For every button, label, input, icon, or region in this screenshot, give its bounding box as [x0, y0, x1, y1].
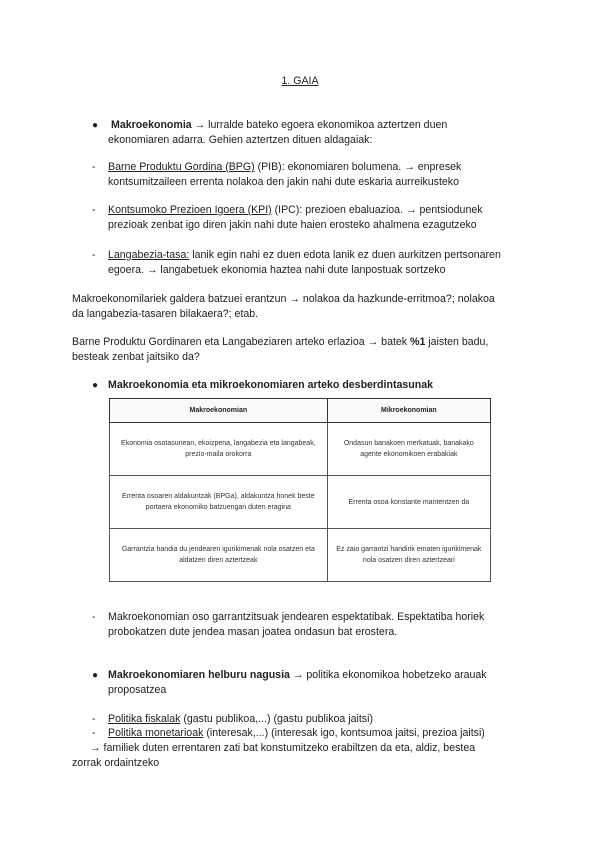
intro-line-2: ekonomiaren adarra. Gehien aztertzen dituen aldagaiak:: [108, 134, 373, 146]
dash-marker: -: [92, 161, 96, 173]
table-cell: Garrantzia handia du jendearen igurikimenak nola osatzen eta aldatzen diren aztertzeak: [110, 529, 328, 582]
differences-heading: Makroekonomia eta mikroekonomiaren arteko desberdintasunak: [108, 379, 433, 391]
table-row: [110, 423, 491, 476]
bullet-dot-icon: ●: [92, 670, 99, 681]
variable-2-term: Kontsumoko Prezioen Igoera (KPI): [108, 204, 272, 216]
intro-term: Makroekonomia: [111, 119, 192, 131]
paragraph-2-text-b: jaisten badu,: [425, 336, 489, 348]
paragraph-2-text-a: Barne Produktu Gordinaren eta Langabeziaren arteko erlazioa → batek: [72, 336, 411, 348]
dash-marker: -: [92, 727, 96, 739]
table-cell: Errenta osoa konstante mantentzen da: [327, 476, 490, 529]
intro-line-1: [111, 118, 447, 133]
goal-line-1-rest: → politika ekonomikoa hobetzeko arauak: [289, 669, 487, 681]
policy-2-term: Politika monetarioak: [108, 727, 204, 739]
paragraph-2-bold: %1: [410, 336, 426, 348]
dash-marker: -: [92, 204, 96, 216]
variable-3-line-1-rest: lanik egin nahi ez duen edota lanik ez duen aurkitzen pertsonaren: [189, 249, 501, 261]
table-cell: Ondasun banakoen merkatuak, banakako agente ekonomikoen erabakiak: [327, 423, 490, 476]
variable-3-term: Langabezia-tasa:: [108, 249, 190, 261]
variable-1-line-1-rest: (PIB): ekonomiaren bolumena. → enpresek: [254, 161, 462, 173]
closing-line-2: zorrak ordaintzeko: [72, 757, 160, 769]
table-cell: Ekonomia osotasunean, ekoizpena, langabezia eta langabeak, prezio-maila orokorra: [110, 423, 328, 476]
page-title: 1. GAIA: [281, 75, 319, 87]
table-cell: Ez zaio garrantzi handirik ematen igurikimenak nola osatzen diren aztertzeari: [327, 529, 490, 582]
goal-line-2: proposatzea: [108, 684, 167, 696]
policy-2: [108, 726, 485, 741]
dash-marker: -: [92, 249, 96, 261]
paragraph-1-line-2: da langabezia-tasaren bilakaera?; etab.: [72, 308, 259, 320]
variable-1-term: Barne Produktu Gordina (BPG): [108, 161, 255, 173]
intro-line-1-rest: → lurralde bateko egoera ekonomikoa aztertzen duen: [191, 119, 448, 131]
policy-1-rest: (gastu publikoa,...) (gastu publikoa jaitsi): [180, 713, 373, 725]
table-cell: Errenta osoaren aldakuntzak (BPGa), aldakuntza honek beste portaera ekonomiko batzuengan duten eragina: [110, 476, 328, 529]
dash-marker: -: [92, 611, 96, 623]
dash-marker: -: [92, 713, 96, 725]
table-row: [110, 529, 491, 582]
variable-2-line-1-rest: (IPC): prezioen ebaluazioa. → pentsiodunek: [271, 204, 483, 216]
note-line-2: probokatzen dute jendea masan joatea ondasun bat erostera.: [108, 626, 398, 638]
variable-1-line-2: kontsumitzaileen errenta nolakoa den jakin nahi dute eskaria aurreikusteko: [108, 176, 459, 188]
goal-line-1: [108, 668, 487, 683]
table-header-macro: Makroekonomian: [110, 399, 328, 423]
table-row: [110, 476, 491, 529]
closing-line-1: → familiek duten errentaren zati bat konstumitzeko erabiltzen da eta, aldiz, bestea: [90, 742, 476, 754]
table-header-row: [110, 399, 491, 423]
bullet-dot-icon: ●: [92, 120, 99, 131]
policy-1-term: Politika fiskalak: [108, 713, 181, 725]
variable-1-line-1: [108, 160, 461, 175]
comparison-table: [109, 398, 491, 582]
bullet-dot-icon: ●: [92, 380, 99, 391]
goal-term: Makroekonomiaren helburu nagusia: [108, 669, 290, 681]
note-line-1: Makroekonomian oso garrantzitsuak jendearen espektatibak. Espektatiba horiek: [108, 611, 485, 623]
policy-2-rest: (interesak,...) (interesak igo, kontsumoa jaitsi, prezioa jaitsi): [203, 727, 485, 739]
paragraph-2-line-2: besteak zenbat jaitsiko da?: [72, 351, 200, 363]
variable-3-line-1: [108, 248, 501, 263]
paragraph-1-line-1: Makroekonomilariek galdera batzuei erantzun → nolakoa da hazkunde-erritmoa?; nolakoa: [72, 293, 495, 305]
table-header-micro: Mikroekonomian: [327, 399, 490, 423]
variable-2-line-2: prezioak zenbat igo diren jakin nahi dute haien erosteko ahalmena ezagutzeko: [108, 219, 477, 231]
variable-3-line-2: egoera. → langabetuek ekonomia haztea nahi dute lanpostuak sortzeko: [108, 264, 446, 276]
policy-1: [108, 712, 373, 727]
paragraph-2-line-1: [72, 335, 488, 350]
variable-2-line-1: [108, 203, 483, 218]
